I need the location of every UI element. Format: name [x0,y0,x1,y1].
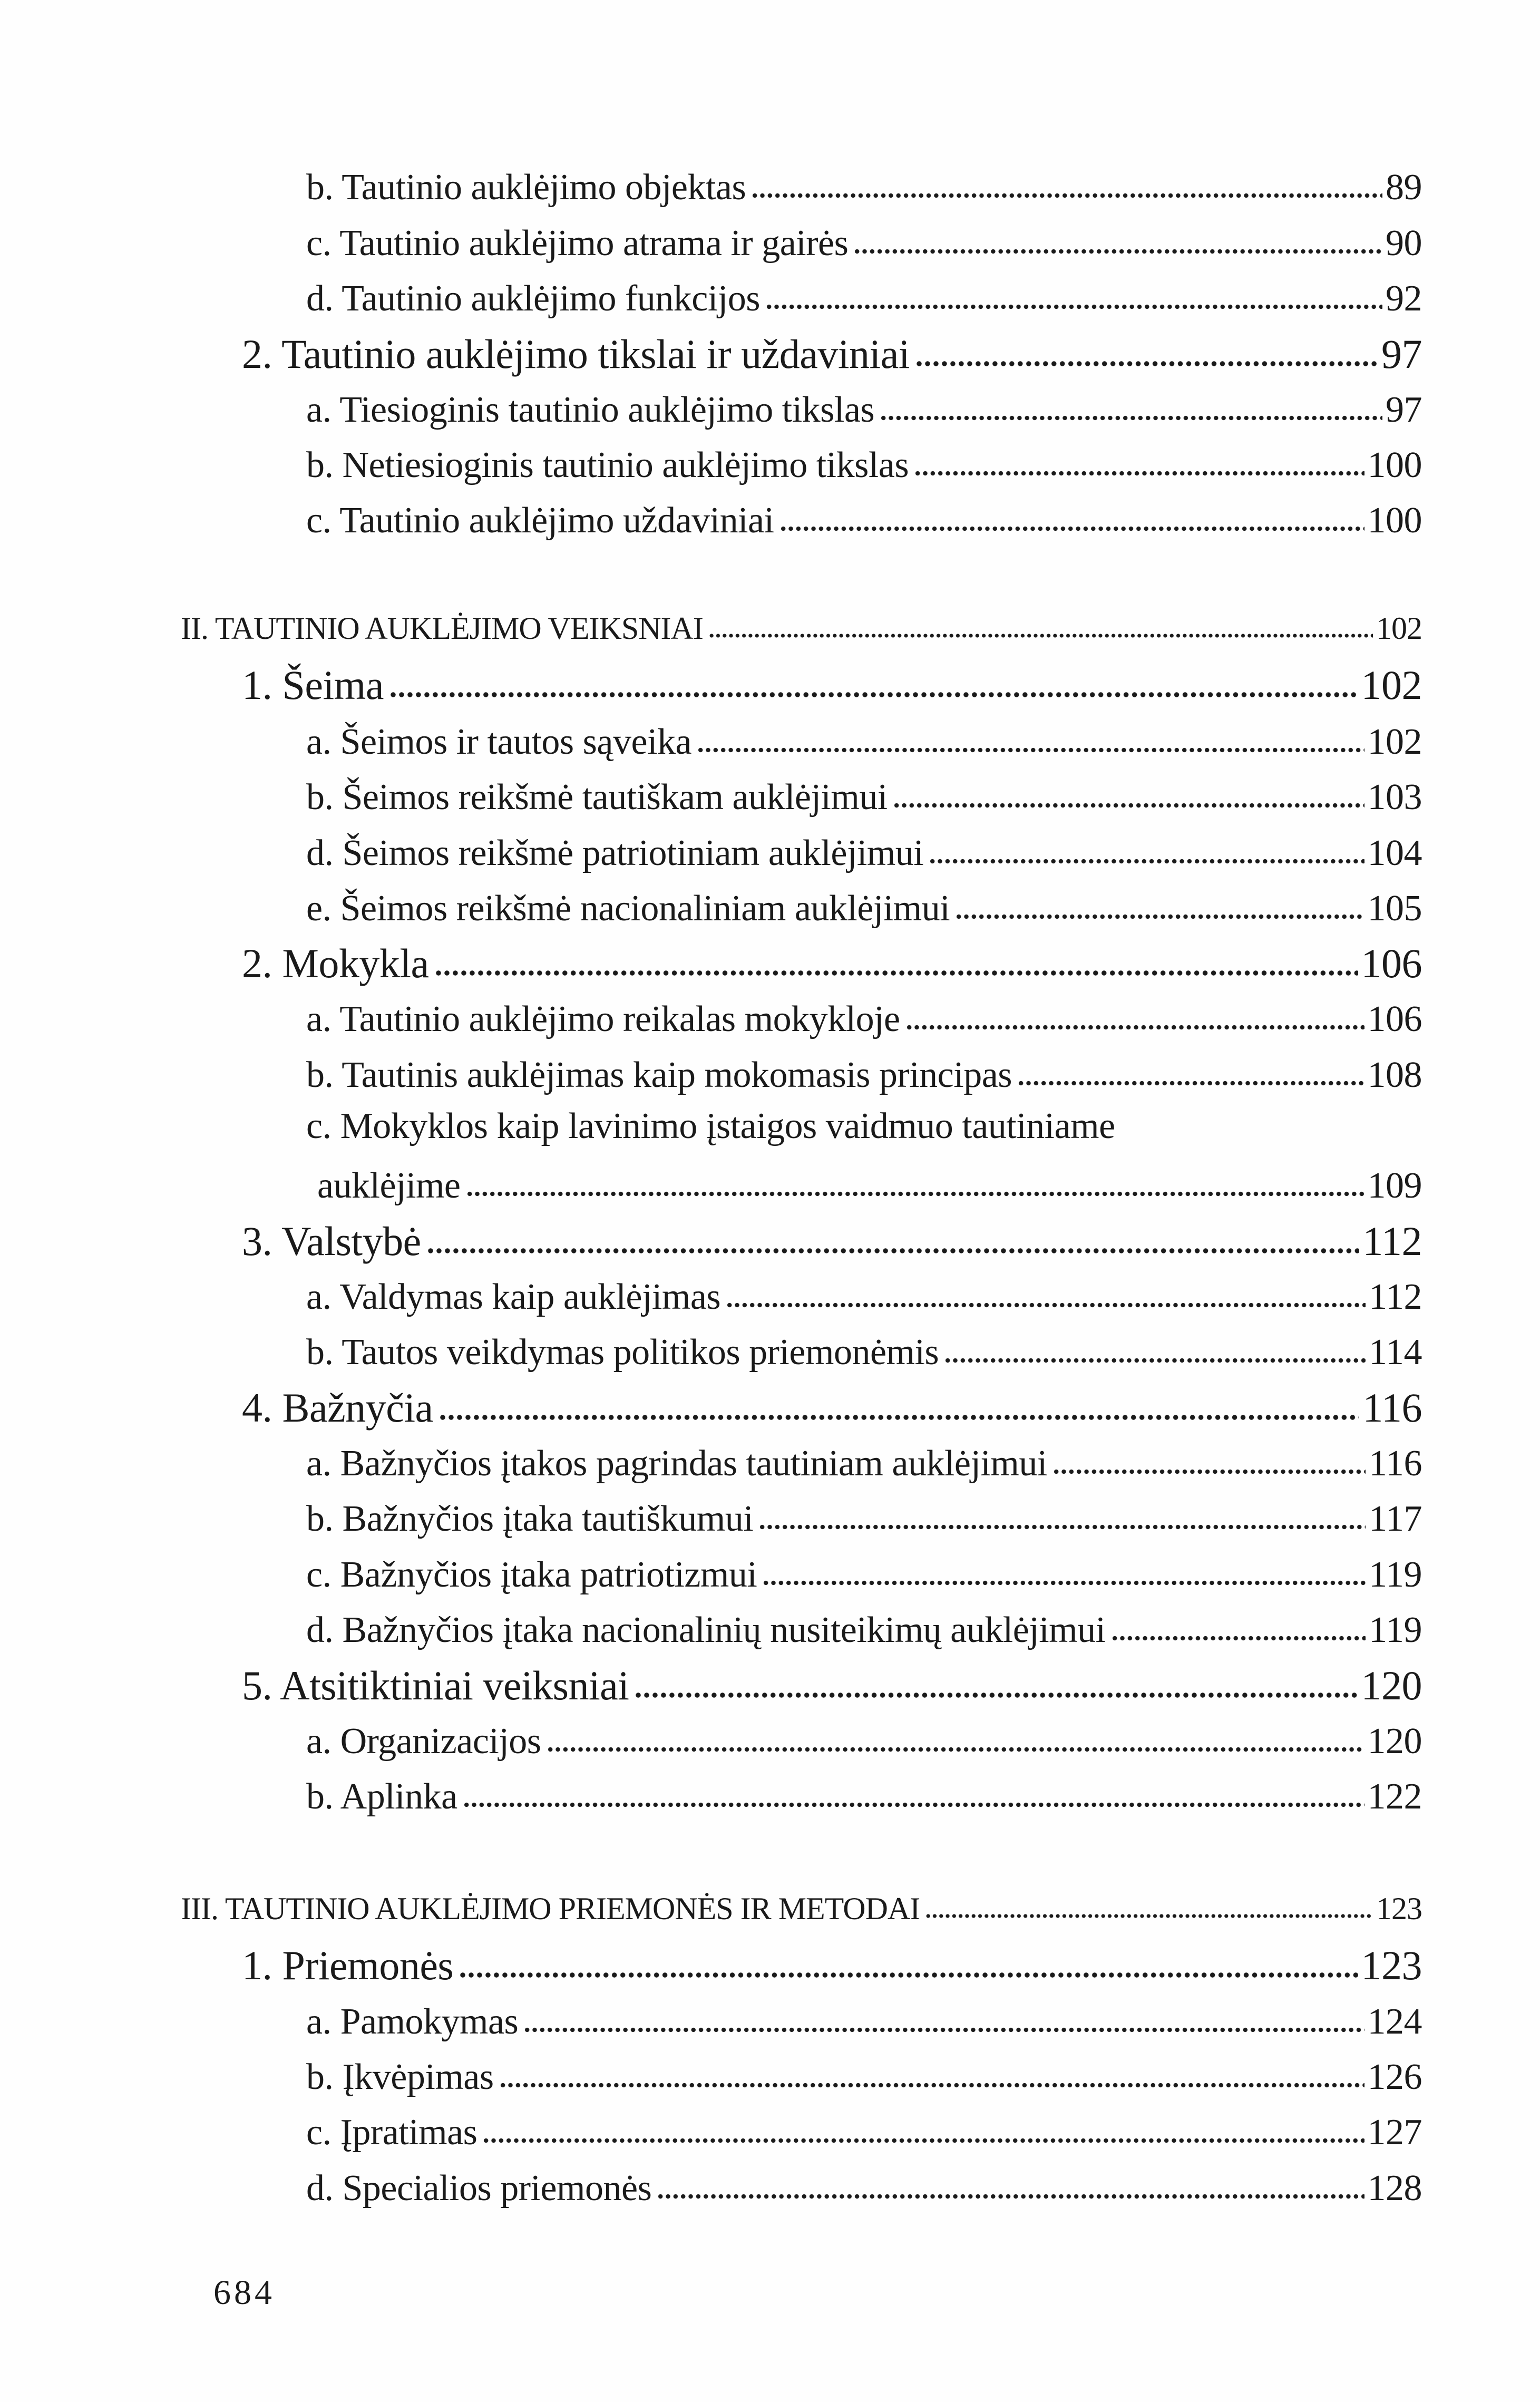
toc-entry-label: 1. Priemonės [242,1942,454,1988]
toc-entry-label: c. Tautinio auklėjimo uždaviniai [306,500,774,541]
toc-entry-label: b. Tautinio auklėjimo objektas [306,167,746,208]
toc-entry [306,2052,1422,2098]
toc-entry [306,274,1422,320]
dot-leader [463,1772,1364,1809]
toc-entry-label: 2. Mokykla [242,940,429,986]
dot-leader [459,1939,1358,1980]
toc-entry-label: II. TAUTINIO AUKLĖJIMO VEIKSNIAI [181,611,703,646]
toc-entry-label: d. Specialios priemonės [306,2168,652,2209]
toc-entry-page: 97 [1386,390,1422,430]
toc-entry-label: 1. Šeima [242,662,384,708]
toc-entry-label: b. Bažnyčios įtaka tautiškumui [306,1499,754,1539]
toc-entry-page: 104 [1367,833,1422,873]
dot-leader [1017,1051,1364,1087]
dot-leader [726,1272,1366,1309]
toc-entry-label: e. Šeimos reikšmė nacionaliniam auklėjimui [306,888,950,929]
toc-entry-page: 120 [1367,1721,1422,1762]
dot-leader [499,2053,1364,2089]
toc-entry-label: a. Tautinio auklėjimo reikalas mokykloje [306,999,900,1039]
toc-entry [306,1327,1422,1374]
toc-entry-page: 127 [1367,2112,1422,2153]
toc-entry-label: 2. Tautinio auklėjimo tikslai ir uždaviniai [242,331,910,377]
toc-entry [306,1272,1422,1318]
toc-entry-page: 126 [1367,2057,1422,2097]
toc-entry [306,1997,1422,2043]
toc-entry-label: d. Bažnyčios įtaka nacionalinių nusiteikimų auklėjimui [306,1610,1106,1650]
dot-leader [929,829,1364,866]
toc-entry-page: 122 [1367,1776,1422,1817]
toc-entry [306,1772,1422,1818]
toc-entry-label: a. Tiesioginis tautinio auklėjimo tikslas [306,390,875,430]
toc-entry-page: 102 [1367,722,1422,762]
dot-leader [762,1550,1366,1587]
toc-entry-page: 116 [1369,1443,1422,1484]
toc-entry-page: 112 [1369,1277,1422,1317]
toc-entry [306,218,1422,265]
toc-entry-page: 106 [1367,999,1422,1039]
page-number: 684 [213,2273,275,2312]
toc-entry-label: b. Netiesioginis tautinio auklėjimo tikslas [306,445,909,485]
toc-entry-page: 103 [1367,777,1422,818]
dot-leader [657,2164,1364,2201]
toc-entry-page: 89 [1386,167,1422,208]
toc-entry [306,1605,1422,1651]
toc-entry [306,2107,1422,2154]
toc-entry [306,495,1422,542]
toc-entry-page: 120 [1361,1662,1422,1708]
toc-entry-page: 92 [1386,278,1422,319]
dot-leader [955,884,1364,921]
dot-leader [853,219,1382,256]
dot-leader [893,773,1364,810]
toc-entry-label: b. Šeimos reikšmė tautiškam auklėjimui [306,777,888,818]
toc-entry-label: a. Šeimos ir tautos sąveika [306,722,692,762]
toc-entry-label-line1: c. Mokyklos kaip lavinimo įstaigos vaidmuo tautiniame [306,1106,1115,1146]
dot-leader [389,659,1358,700]
toc-entry-page: 119 [1369,1610,1422,1650]
toc-entry [306,772,1422,819]
dot-leader [426,1215,1360,1256]
dot-leader [708,608,1373,639]
toc-entry-label: b. Tautos veikdymas politikos priemonėmis [306,1332,939,1373]
toc-entry [306,1494,1422,1540]
toc-entry [242,1214,1422,1265]
toc-entry-page: 90 [1386,223,1422,264]
toc-entry [306,1050,1422,1096]
toc-entry-page: 116 [1362,1385,1422,1431]
toc-entry-label: 3. Valstybė [242,1218,421,1264]
toc-section-heading [181,1888,1422,1927]
toc-entry-label: 5. Atsitiktiniai veiksniai [242,1662,629,1708]
toc-entry-page: 97 [1381,331,1422,377]
dot-leader [905,995,1364,1032]
toc-entry [306,1438,1422,1485]
toc-entry-page: 100 [1367,500,1422,541]
toc-entry-label: a. Pamokymas [306,2001,519,2042]
dot-leader [925,1888,1373,1920]
toc-entry-label: b. Tautinis auklėjimas kaip mokomasis principas [306,1055,1012,1095]
toc-entry-page: 102 [1376,611,1422,646]
toc-entry-page: 100 [1367,445,1422,485]
dot-leader [466,1161,1364,1198]
toc-entry-page: 117 [1369,1499,1422,1539]
toc-entry [306,1716,1422,1763]
dot-leader [438,1382,1360,1423]
toc-entry [306,994,1422,1040]
toc-entry [306,717,1422,763]
dot-leader [547,1717,1364,1754]
toc-entry-page: 108 [1367,1055,1422,1095]
toc-entry [306,162,1422,209]
toc-entry-label: c. Bažnyčios įtaka patriotizmui [306,1554,757,1595]
toc-entry [306,1550,1422,1596]
toc-entry-label: a. Organizacijos [306,1721,541,1762]
dot-leader [434,937,1358,978]
dot-leader [634,1659,1358,1700]
dot-leader [779,496,1364,533]
dot-leader [697,717,1364,754]
toc-entry-label: d. Šeimos reikšmė patriotiniam auklėjimui [306,833,924,873]
dot-leader [880,385,1382,422]
dot-leader [523,1997,1364,2034]
toc-entry-page: 102 [1361,662,1422,708]
toc-entry [306,440,1422,487]
dot-leader [482,2108,1364,2145]
toc-entry-page: 119 [1369,1554,1422,1595]
dot-leader [944,1328,1366,1365]
dot-leader [758,1494,1366,1531]
toc-entry-page: 123 [1376,1891,1422,1926]
toc-entry-label: b. Įkvėpimas [306,2057,494,2097]
toc-entry-page: 109 [1367,1165,1422,1206]
toc-entry [306,385,1422,431]
dot-leader [915,328,1378,369]
toc-entry-page: 106 [1361,940,1422,986]
dot-leader [1111,1606,1366,1642]
toc-entry [242,1658,1422,1709]
toc-entry-label: a. Bažnyčios įtakos pagrindas tautiniam auklėjimui [306,1443,1047,1484]
toc-entry-label: b. Aplinka [306,1776,457,1817]
toc-entry [242,327,1422,378]
toc-entry-label: c. Įpratimas [306,2112,477,2153]
dot-leader [751,163,1382,200]
toc-entry-label: c. Tautinio auklėjimo atrama ir gairės [306,223,849,264]
toc-entry-page: 105 [1367,888,1422,929]
dot-leader [914,441,1364,478]
toc-entry-page: 123 [1361,1942,1422,1988]
toc-entry-label-continuation: auklėjime [317,1165,461,1206]
toc-entry [242,936,1422,987]
toc-entry-page: 114 [1369,1332,1422,1373]
toc-section-heading [181,607,1422,647]
dot-leader [765,274,1382,311]
toc-entry [242,1380,1422,1432]
toc-entry [306,828,1422,874]
dot-leader [1052,1439,1366,1476]
toc-entry-page: 112 [1362,1218,1422,1264]
toc-entry [242,1938,1422,1989]
toc-entry-label: d. Tautinio auklėjimo funkcijos [306,278,760,319]
toc-entry [306,883,1422,930]
toc-entry [317,1161,1422,1207]
toc-entry-page: 124 [1367,2001,1422,2042]
toc-entry-label: III. TAUTINIO AUKLĖJIMO PRIEMONĖS IR METODAI [181,1891,920,1926]
toc-entry-label: a. Valdymas kaip auklėjimas [306,1277,721,1317]
toc-entry-label: 4. Bažnyčia [242,1385,433,1431]
toc-entry-page: 128 [1367,2168,1422,2209]
toc-entry [306,2163,1422,2210]
toc-entry [242,658,1422,709]
